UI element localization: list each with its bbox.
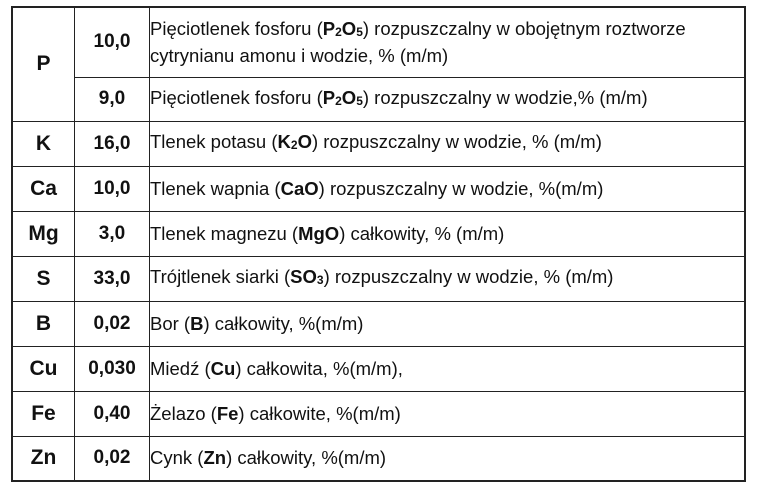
formula-subscript: 2 — [335, 93, 342, 108]
table-row — [12, 436, 745, 481]
composition-table — [11, 6, 746, 482]
description-text: ) całkowita, %(m/m), — [235, 357, 403, 379]
formula-symbol: SO — [290, 266, 317, 287]
content-value: 10,0 — [75, 7, 150, 77]
table-row — [12, 346, 745, 391]
description-text: ) rozpuszczalny w wodzie,% (m/m) — [362, 86, 648, 108]
formula-subscript: 5 — [356, 24, 363, 39]
description-text: Tlenek potasu ( — [150, 131, 278, 152]
description — [150, 391, 746, 436]
formula-symbol: Fe — [216, 402, 239, 424]
formula-symbol: MgO — [298, 222, 340, 244]
chemical-formula — [278, 131, 312, 152]
description-text: Miedź ( — [150, 357, 211, 379]
element-symbol: Fe — [12, 391, 75, 436]
content-value: 3,0 — [75, 211, 150, 256]
table-row — [12, 7, 745, 77]
content-value: 10,0 — [75, 166, 150, 211]
description — [150, 121, 746, 166]
formula-symbol: B — [190, 312, 204, 334]
description — [150, 301, 746, 346]
description-text: Tlenek magnezu ( — [150, 222, 299, 244]
element-symbol: Zn — [12, 436, 75, 481]
chemical-formula — [290, 266, 323, 287]
description-text: Cynk ( — [150, 447, 204, 469]
chemical-formula — [281, 178, 319, 199]
composition-table-body — [12, 7, 745, 481]
formula-symbol: P — [322, 86, 336, 108]
formula-symbol: O — [341, 17, 357, 39]
description — [150, 166, 746, 211]
table-row — [12, 211, 745, 256]
formula-subscript: 2 — [290, 138, 298, 152]
element-symbol: P — [12, 7, 75, 121]
description — [150, 211, 746, 256]
description-text: Żelazo ( — [150, 402, 217, 424]
content-value: 16,0 — [75, 121, 150, 166]
description — [150, 77, 746, 121]
formula-symbol: P — [322, 17, 336, 39]
table-row — [12, 301, 745, 346]
description-text: ) całkowity, % (m/m) — [339, 222, 505, 244]
description-text: ) rozpuszczalny w wodzie, % (m/m) — [323, 266, 614, 287]
description-text: Bor ( — [150, 312, 191, 334]
table-row — [12, 391, 745, 436]
description-text: Pięciotlenek fosforu ( — [150, 86, 323, 108]
chemical-formula — [217, 403, 239, 424]
formula-symbol: K — [277, 131, 291, 152]
description-text: ) całkowity, %(m/m) — [203, 312, 364, 334]
description-text: ) rozpuszczalny w wodzie, %(m/m) — [318, 177, 604, 199]
description — [150, 436, 746, 481]
description-text: Pięciotlenek fosforu ( — [150, 17, 323, 39]
formula-symbol: O — [297, 131, 312, 152]
description — [150, 346, 746, 391]
chemical-formula — [203, 447, 226, 468]
element-symbol: K — [12, 121, 75, 166]
formula-symbol: CaO — [280, 177, 319, 199]
chemical-formula — [323, 18, 363, 39]
content-value: 33,0 — [75, 256, 150, 301]
formula-subscript: 3 — [316, 273, 324, 287]
chemical-formula — [298, 223, 339, 244]
content-value: 0,030 — [75, 346, 150, 391]
content-value: 0,02 — [75, 436, 150, 481]
formula-subscript: 5 — [356, 93, 363, 108]
formula-symbol: Zn — [203, 447, 227, 469]
description-text: Trójtlenek siarki ( — [150, 266, 291, 287]
description — [150, 7, 746, 77]
element-symbol: Cu — [12, 346, 75, 391]
content-value: 0,40 — [75, 391, 150, 436]
chemical-formula — [323, 87, 363, 108]
description-text: ) całkowity, %(m/m) — [226, 447, 387, 469]
table-row — [12, 166, 745, 211]
table-row — [12, 77, 745, 121]
content-value: 0,02 — [75, 301, 150, 346]
formula-symbol: Cu — [210, 357, 236, 379]
formula-symbol: O — [341, 86, 357, 108]
description-text: Tlenek wapnia ( — [150, 177, 281, 199]
chemical-formula — [190, 313, 203, 334]
element-symbol: Mg — [12, 211, 75, 256]
description — [150, 256, 746, 301]
description-text: ) rozpuszczalny w obojętnym roztworze cytrynianu amonu i wodzie, % (m/m) — [150, 17, 686, 66]
chemical-formula — [211, 358, 236, 379]
formula-subscript: 2 — [335, 24, 342, 39]
table-row — [12, 121, 745, 166]
description-text: ) rozpuszczalny w wodzie, % (m/m) — [311, 131, 602, 152]
content-value: 9,0 — [75, 77, 150, 121]
element-symbol: S — [12, 256, 75, 301]
table-row — [12, 256, 745, 301]
description-text: ) całkowite, %(m/m) — [238, 402, 401, 424]
element-symbol: Ca — [12, 166, 75, 211]
element-symbol: B — [12, 301, 75, 346]
